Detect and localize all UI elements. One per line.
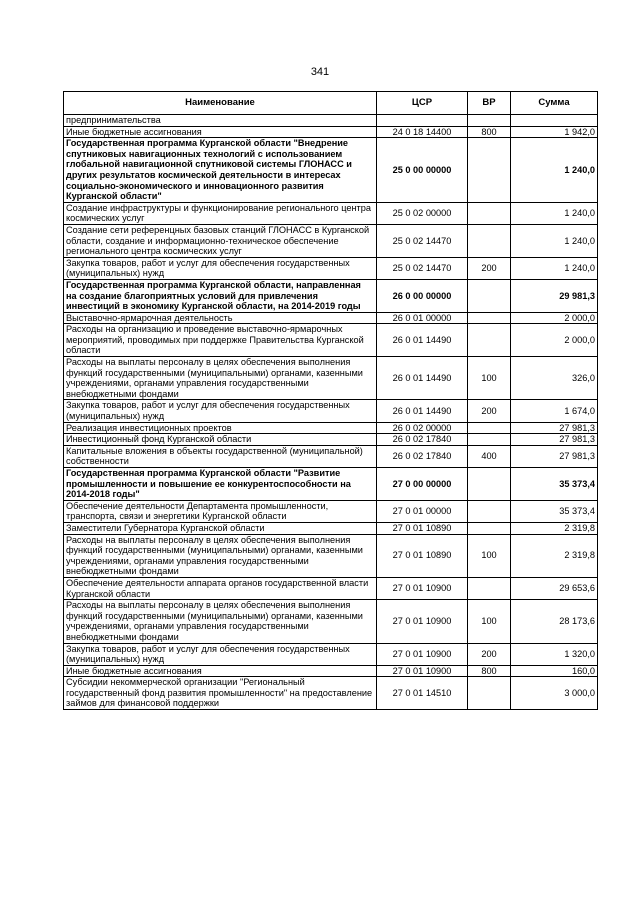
cell-name: Выставочно-ярмарочная деятельность <box>64 312 377 324</box>
cell-vr: 100 <box>468 534 511 577</box>
table-row <box>64 665 598 677</box>
cell-vr <box>468 500 511 522</box>
cell-name: Инвестиционный фонд Курганской области <box>64 434 377 446</box>
cell-csr: 27 0 01 14510 <box>377 677 468 710</box>
cell-csr: 27 0 01 10890 <box>377 522 468 534</box>
cell-sum: 1 240,0 <box>511 202 598 224</box>
table-row <box>64 257 598 279</box>
table-row <box>64 534 598 577</box>
cell-sum: 28 173,6 <box>511 600 598 643</box>
cell-name: Реализация инвестиционных проектов <box>64 422 377 434</box>
table-row <box>64 434 598 446</box>
cell-vr <box>468 312 511 324</box>
cell-vr: 800 <box>468 126 511 138</box>
table-header-row <box>64 92 598 115</box>
table-row <box>64 224 598 257</box>
cell-sum: 326,0 <box>511 357 598 400</box>
cell-csr: 25 0 02 14470 <box>377 257 468 279</box>
cell-sum: 2 000,0 <box>511 324 598 357</box>
cell-sum: 1 674,0 <box>511 400 598 422</box>
cell-csr: 27 0 01 10890 <box>377 534 468 577</box>
cell-name: Расходы на выплаты персоналу в целях обеспечения выполнения функций государственными (муниципальными) органами, казенными учреждениями, органами управления государственными внебюджетными фондами <box>64 357 377 400</box>
table-row <box>64 643 598 665</box>
cell-name: Создание инфраструктуры и функционирование регионального центра космических услуг <box>64 202 377 224</box>
cell-name: Субсидии некоммерческой организации "Региональный государственный фонд развития промышленности" на предоставление займов для финансовой поддержки <box>64 677 377 710</box>
cell-vr <box>468 422 511 434</box>
cell-csr: 26 0 02 17840 <box>377 434 468 446</box>
cell-csr: 25 0 02 00000 <box>377 202 468 224</box>
cell-vr: 100 <box>468 357 511 400</box>
table-row <box>64 422 598 434</box>
cell-csr: 27 0 01 10900 <box>377 600 468 643</box>
cell-name: Государственная программа Курганской области "Развитие промышленности и повышение ее конкурентоспособности на 2014-2018 годы" <box>64 468 377 501</box>
table-row <box>64 445 598 467</box>
table-row <box>64 279 598 312</box>
cell-sum: 29 981,3 <box>511 279 598 312</box>
cell-sum <box>511 115 598 127</box>
cell-sum: 27 981,3 <box>511 434 598 446</box>
cell-csr: 24 0 18 14400 <box>377 126 468 138</box>
cell-vr <box>468 434 511 446</box>
cell-csr: 25 0 02 14470 <box>377 224 468 257</box>
cell-vr: 200 <box>468 400 511 422</box>
cell-name: Иные бюджетные ассигнования <box>64 126 377 138</box>
cell-vr <box>468 138 511 203</box>
cell-sum: 27 981,3 <box>511 445 598 467</box>
table-row <box>64 677 598 710</box>
cell-name: Расходы на выплаты персоналу в целях обеспечения выполнения функций государственными (муниципальными) органами, казенными учреждениями, органами управления государственными внебюджетными фондами <box>64 600 377 643</box>
cell-sum: 3 000,0 <box>511 677 598 710</box>
cell-sum: 29 653,6 <box>511 577 598 599</box>
cell-sum: 35 373,4 <box>511 468 598 501</box>
cell-name: Закупка товаров, работ и услуг для обеспечения государственных (муниципальных) нужд <box>64 257 377 279</box>
cell-csr: 27 0 01 10900 <box>377 577 468 599</box>
cell-vr: 400 <box>468 445 511 467</box>
cell-sum: 1 240,0 <box>511 138 598 203</box>
table-row <box>64 138 598 203</box>
cell-csr <box>377 115 468 127</box>
cell-name: Капитальные вложения в объекты государственной (муниципальной) собственности <box>64 445 377 467</box>
cell-vr <box>468 677 511 710</box>
cell-name: Заместители Губернатора Курганской области <box>64 522 377 534</box>
cell-csr: 26 0 01 14490 <box>377 357 468 400</box>
cell-sum: 2 319,8 <box>511 534 598 577</box>
cell-vr: 200 <box>468 257 511 279</box>
page-number: 341 <box>310 66 330 78</box>
cell-sum: 1 240,0 <box>511 224 598 257</box>
cell-vr <box>468 468 511 501</box>
cell-sum: 1 942,0 <box>511 126 598 138</box>
cell-vr <box>468 577 511 599</box>
cell-vr: 800 <box>468 665 511 677</box>
cell-vr <box>468 224 511 257</box>
cell-vr <box>468 115 511 127</box>
cell-name: Расходы на выплаты персоналу в целях обеспечения выполнения функций государственными (муниципальными) органами, казенными учреждениями, органами управления государственными внебюджетными фондами <box>64 534 377 577</box>
column-header-sum: Сумма <box>511 92 598 115</box>
table-row <box>64 522 598 534</box>
table-row <box>64 500 598 522</box>
cell-vr <box>468 202 511 224</box>
budget-table <box>63 91 598 710</box>
cell-csr: 27 0 01 10900 <box>377 665 468 677</box>
cell-sum: 1 320,0 <box>511 643 598 665</box>
cell-name: Закупка товаров, работ и услуг для обеспечения государственных (муниципальных) нужд <box>64 400 377 422</box>
cell-vr <box>468 279 511 312</box>
table-row <box>64 324 598 357</box>
cell-vr: 200 <box>468 643 511 665</box>
cell-sum: 35 373,4 <box>511 500 598 522</box>
cell-csr: 26 0 02 00000 <box>377 422 468 434</box>
cell-sum: 27 981,3 <box>511 422 598 434</box>
cell-sum: 160,0 <box>511 665 598 677</box>
cell-name: предпринимательства <box>64 115 377 127</box>
cell-csr: 27 0 01 10900 <box>377 643 468 665</box>
cell-csr: 26 0 00 00000 <box>377 279 468 312</box>
cell-sum: 2 000,0 <box>511 312 598 324</box>
cell-csr: 26 0 01 14490 <box>377 324 468 357</box>
cell-name: Закупка товаров, работ и услуг для обеспечения государственных (муниципальных) нужд <box>64 643 377 665</box>
cell-vr <box>468 324 511 357</box>
table-row <box>64 312 598 324</box>
column-header-name: Наименование <box>64 92 377 115</box>
table-row <box>64 400 598 422</box>
table-row <box>64 468 598 501</box>
cell-name: Обеспечение деятельности Департамента промышленности, транспорта, связи и энергетики Курганской области <box>64 500 377 522</box>
cell-vr <box>468 522 511 534</box>
table-row <box>64 115 598 127</box>
cell-name: Иные бюджетные ассигнования <box>64 665 377 677</box>
cell-sum: 1 240,0 <box>511 257 598 279</box>
table-row <box>64 126 598 138</box>
cell-name: Государственная программа Курганской области, направленная на создание благоприятных условий для привлечения инвестиций в экономику Курганской области, на 2014-2019 годы <box>64 279 377 312</box>
cell-csr: 27 0 01 00000 <box>377 500 468 522</box>
cell-sum: 2 319,8 <box>511 522 598 534</box>
cell-csr: 25 0 00 00000 <box>377 138 468 203</box>
cell-csr: 26 0 01 00000 <box>377 312 468 324</box>
column-header-csr: ЦСР <box>377 92 468 115</box>
cell-csr: 26 0 01 14490 <box>377 400 468 422</box>
table-row <box>64 202 598 224</box>
cell-name: Создание сети референцных базовых станций ГЛОНАСС в Курганской области, создание и информационно-техническое обеспечение регионального центра космических услуг <box>64 224 377 257</box>
cell-csr: 27 0 00 00000 <box>377 468 468 501</box>
cell-name: Государственная программа Курганской области "Внедрение спутниковых навигационных технологий с использованием глобальной навигационной спутниковой системы ГЛОНАСС и других результатов космической деятельности в интересах социально-экономического и инновационного развития Курганской области" <box>64 138 377 203</box>
table-row <box>64 600 598 643</box>
cell-name: Обеспечение деятельности аппарата органов государственной власти Курганской области <box>64 577 377 599</box>
column-header-vr: ВР <box>468 92 511 115</box>
table-row <box>64 577 598 599</box>
cell-csr: 26 0 02 17840 <box>377 445 468 467</box>
table-row <box>64 357 598 400</box>
cell-name: Расходы на организацию и проведение выставочно-ярмарочных мероприятий, проводимых при поддержке Правительства Курганской области <box>64 324 377 357</box>
cell-vr: 100 <box>468 600 511 643</box>
